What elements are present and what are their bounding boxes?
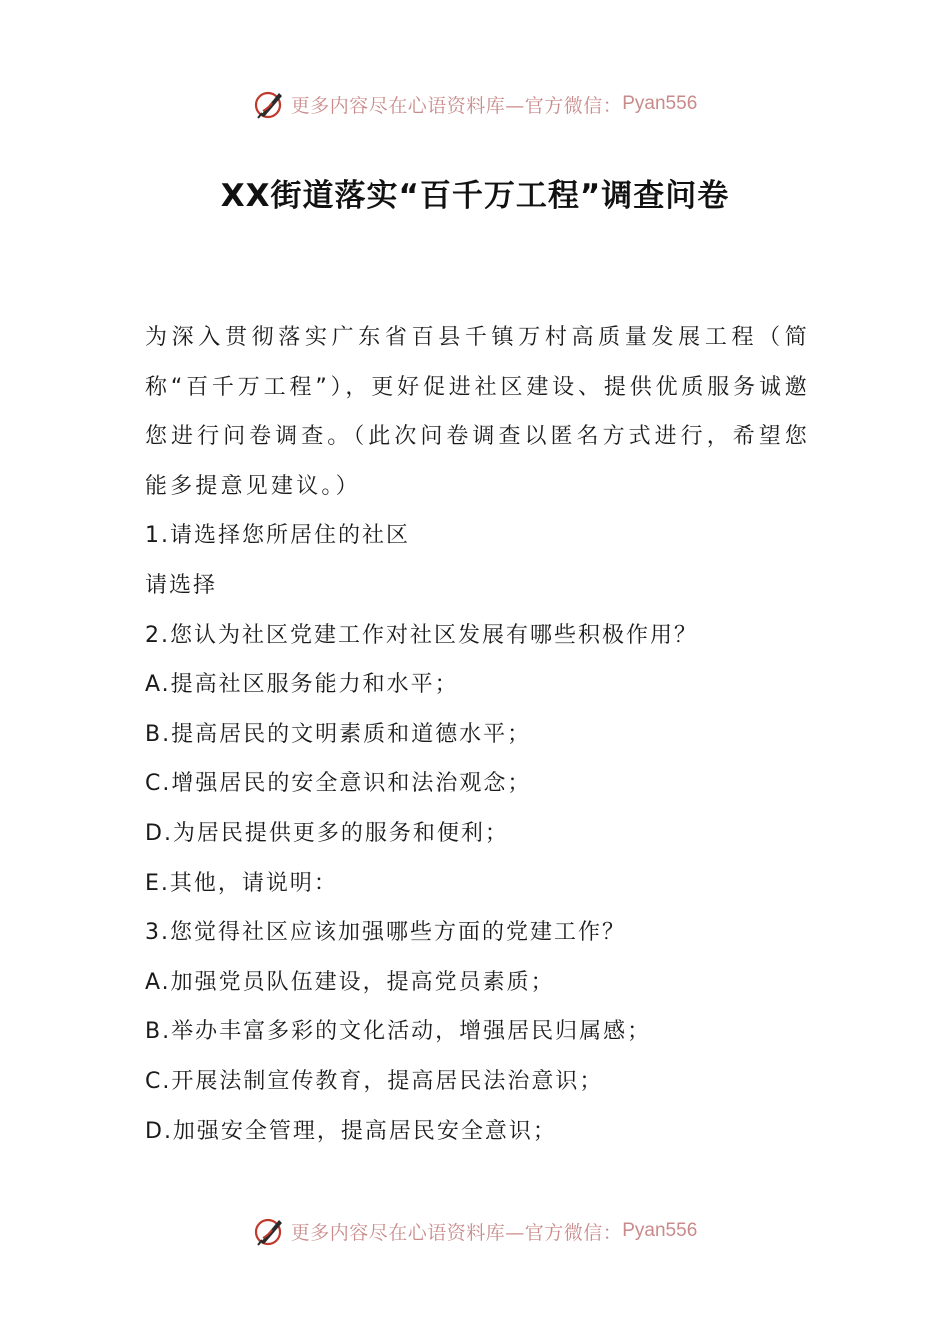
question-2-option-a: A.提高社区服务能力和水平； — [145, 672, 459, 698]
question-3-option-c: C.开展法制宣传教育，提高居民法治意识； — [145, 1068, 604, 1094]
quill-pen-logo-icon — [253, 87, 287, 121]
question-3-option-b: B.举办丰富多彩的文化活动，增强居民归属感； — [145, 1019, 652, 1045]
watermark-handle: Pyan556 — [622, 93, 698, 114]
question-1: 1.请选择您所居住的社区 — [145, 523, 410, 549]
watermark-text: 更多内容尽在心语资料库—官方微信： — [290, 1221, 623, 1244]
document-title: XX街道落实“百千万工程”调查问卷 — [220, 178, 730, 214]
footer-watermark — [0, 1211, 950, 1251]
question-2: 2.您认为社区党建工作对社区发展有哪些积极作用？ — [145, 622, 698, 648]
quill-pen-logo-icon — [253, 1214, 287, 1248]
question-3-option-a: A.加强党员队伍建设，提高党员素质； — [145, 969, 555, 995]
question-1-select: 请选择 — [145, 572, 218, 598]
question-2-option-b: B.提高居民的文明素质和道德水平； — [145, 721, 532, 747]
watermark-handle: Pyan556 — [622, 1220, 698, 1241]
question-2-option-e: E.其他，请说明： — [145, 870, 338, 896]
question-2-option-c: C.增强居民的安全意识和法治观念； — [145, 771, 532, 797]
question-3: 3.您觉得社区应该加强哪些方面的党建工作？ — [145, 920, 626, 946]
question-3-option-d: D.加强安全管理，提高居民安全意识； — [145, 1118, 557, 1144]
document-body — [145, 313, 810, 1156]
header-watermark — [0, 84, 950, 124]
question-2-option-d: D.为居民提供更多的服务和便利； — [145, 820, 509, 846]
intro-paragraph: 为深入贯彻落实广东省百县千镇万村高质量发展工程（简称“百千万工程”），更好促进社区建设、提供优质服务诚邀您进行问卷调查。（此次问卷调查以匿名方式进行，希望您能多提意见建议。） — [145, 325, 810, 499]
watermark-text: 更多内容尽在心语资料库—官方微信： — [290, 94, 623, 117]
